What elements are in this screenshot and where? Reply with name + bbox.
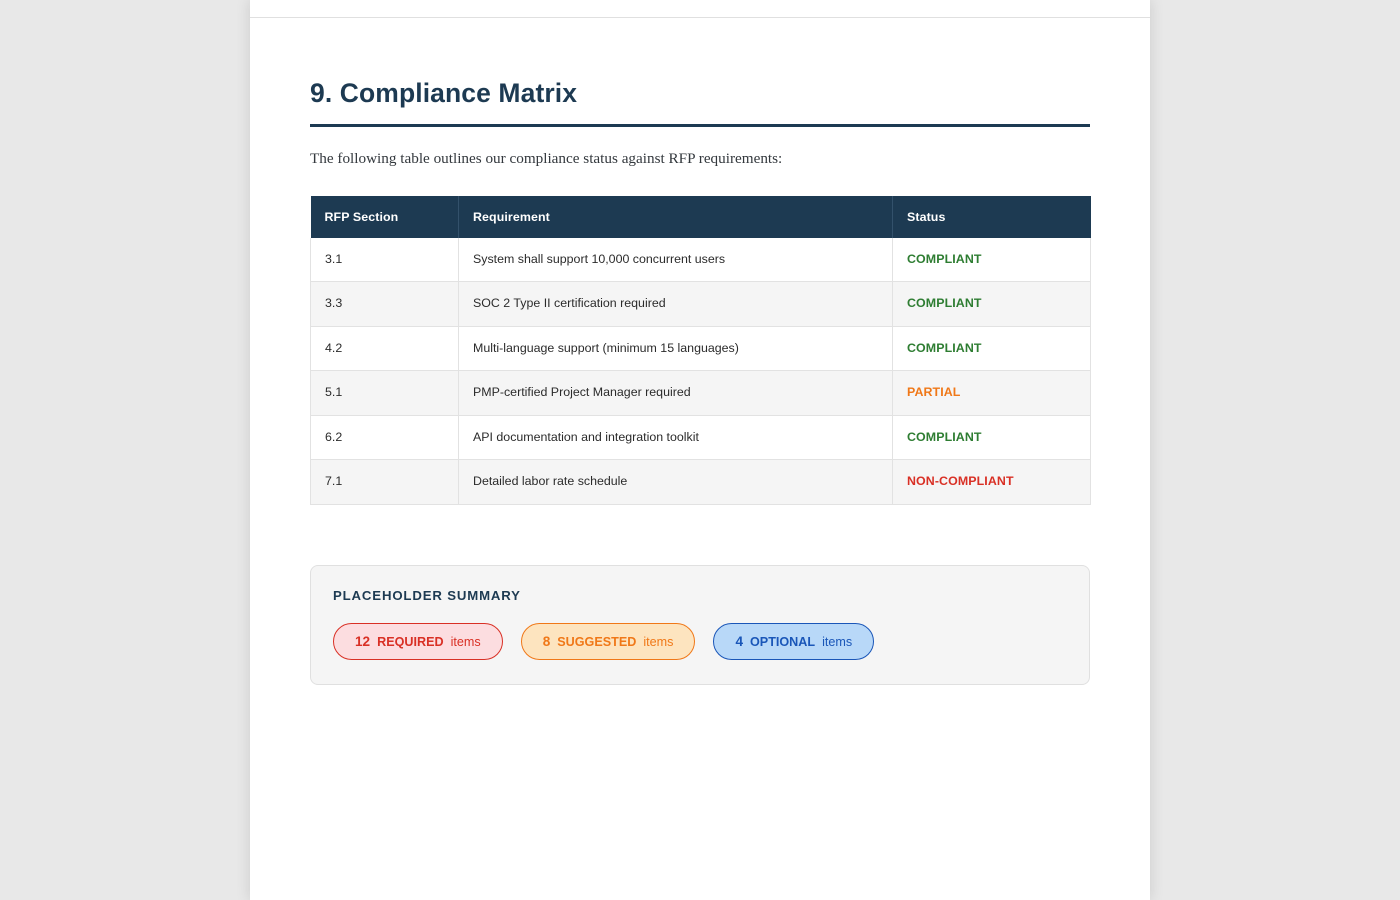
status-badge: NON-COMPLIANT: [907, 474, 1014, 489]
status-badge: PARTIAL: [907, 385, 961, 400]
cell-rfp-section: 3.3: [311, 282, 459, 327]
cell-status: [893, 415, 1091, 460]
cell-requirement: Multi-language support (minimum 15 languages): [459, 326, 893, 371]
summary-pill-label: SUGGESTED: [557, 634, 637, 649]
table-row: [311, 238, 1091, 282]
cell-status: [893, 238, 1091, 282]
placeholder-summary-title: PLACEHOLDER SUMMARY: [333, 587, 521, 603]
cell-status: [893, 282, 1091, 327]
summary-pill-suffix: items: [822, 634, 853, 649]
status-badge: COMPLIANT: [907, 340, 982, 355]
table-row: [311, 415, 1091, 460]
summary-pill-count: 12: [355, 633, 371, 649]
status-badge: COMPLIANT: [907, 251, 982, 266]
cell-rfp-section: 7.1: [311, 460, 459, 505]
placeholder-summary-box: [310, 565, 1090, 685]
cell-requirement: System shall support 10,000 concurrent users: [459, 238, 893, 282]
table-body: [311, 238, 1091, 505]
column-header-status: Status: [893, 196, 1091, 238]
summary-pill-label: OPTIONAL: [750, 634, 816, 649]
table-row: [311, 326, 1091, 371]
summary-pill-count: 8: [542, 633, 551, 649]
intro-paragraph: The following table outlines our compliance status against RFP requirements:: [310, 150, 783, 168]
compliance-matrix-table: [310, 196, 1091, 505]
summary-pill-label: REQUIRED: [377, 634, 444, 649]
summary-pill-optional[interactable]: [713, 623, 874, 660]
cell-requirement: SOC 2 Type II certification required: [459, 282, 893, 327]
page-title: 9. Compliance Matrix: [310, 78, 578, 108]
column-header-rfp-section: RFP Section: [311, 196, 459, 238]
table-header-row: [311, 196, 1091, 238]
placeholder-summary-pill-row: [333, 623, 1067, 660]
status-badge: COMPLIANT: [907, 296, 982, 311]
cell-requirement: API documentation and integration toolkit: [459, 415, 893, 460]
table-row: [311, 371, 1091, 416]
table-header: [311, 196, 1091, 238]
summary-pill-suffix: items: [450, 634, 481, 649]
cell-rfp-section: 6.2: [311, 415, 459, 460]
page-content: [310, 0, 1090, 685]
summary-pill-suggested[interactable]: [521, 623, 696, 660]
summary-pill-required[interactable]: [333, 623, 503, 660]
cell-rfp-section: 5.1: [311, 371, 459, 416]
table-row: [311, 282, 1091, 327]
status-badge: COMPLIANT: [907, 429, 982, 444]
table-row: [311, 460, 1091, 505]
summary-pill-count: 4: [735, 633, 743, 649]
summary-pill-suffix: items: [643, 634, 674, 649]
cell-status: [893, 460, 1091, 505]
cell-status: [893, 326, 1091, 371]
cell-requirement: Detailed labor rate schedule: [459, 460, 893, 505]
cell-rfp-section: 4.2: [311, 326, 459, 371]
cell-rfp-section: 3.1: [311, 238, 459, 282]
cell-requirement: PMP-certified Project Manager required: [459, 371, 893, 416]
cell-status: [893, 371, 1091, 416]
column-header-requirement: Requirement: [459, 196, 893, 238]
